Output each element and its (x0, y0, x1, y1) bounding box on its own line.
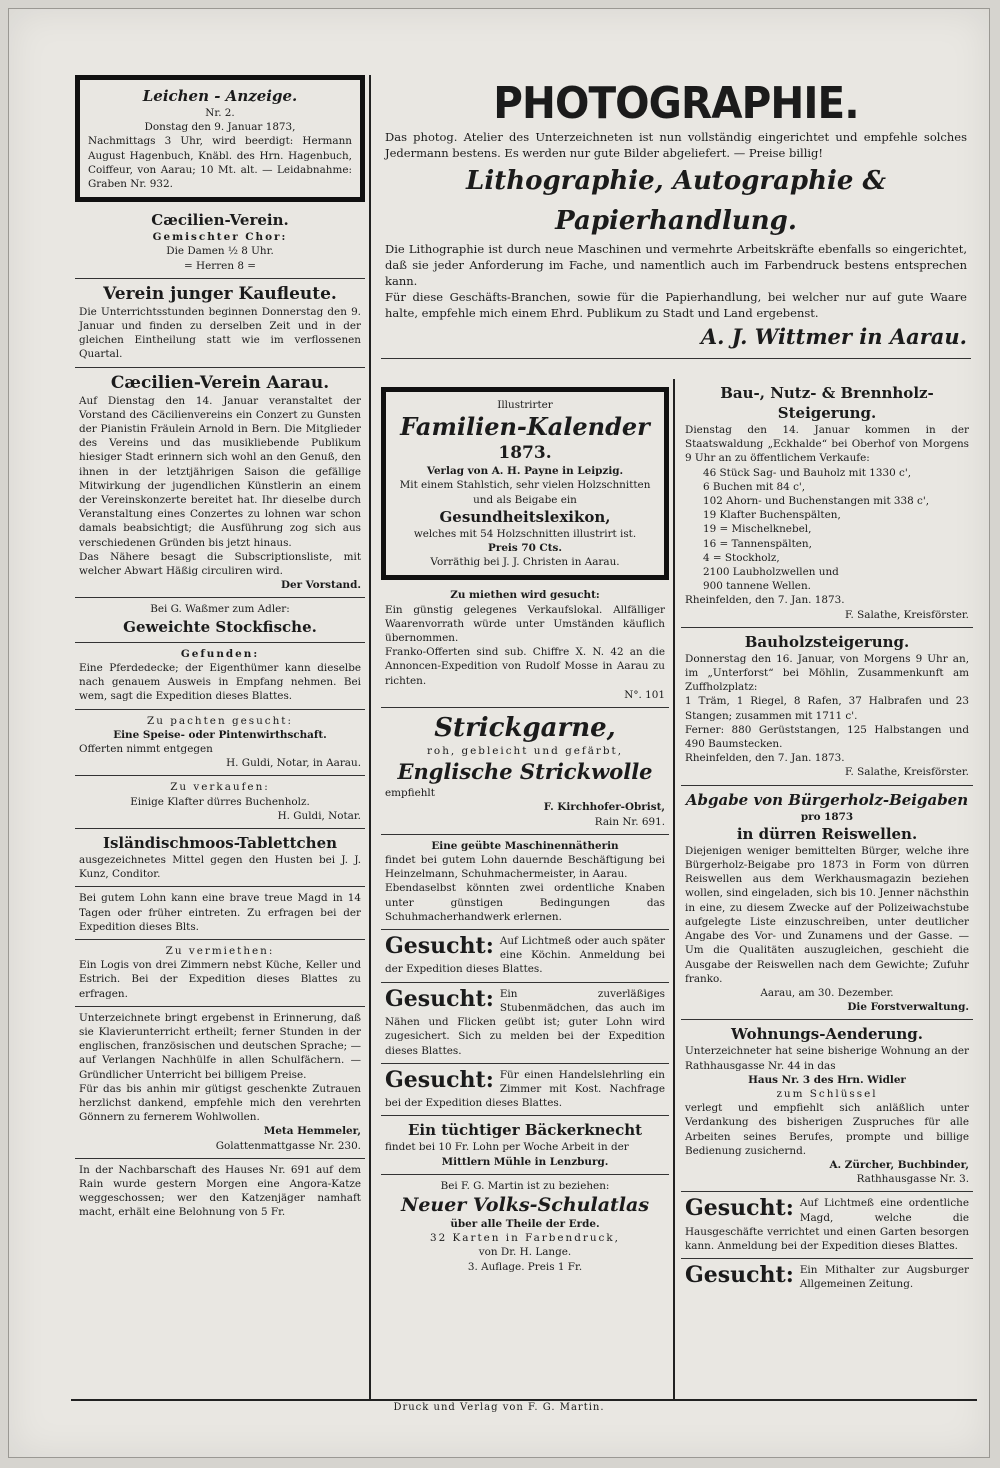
baecker-ad (381, 1116, 669, 1174)
ad-line: zum Schlüssel (776, 1087, 878, 1100)
ad-subtitle: roh, gebleicht und gefärbt, (426, 745, 624, 758)
photo-title: PHOTOGRAPHIE. (493, 78, 859, 129)
death-notice-number: Nr. 2. (205, 107, 235, 119)
ad-number: N°. 101 (624, 688, 665, 701)
naeherin-ad (381, 835, 669, 930)
ad-body: Ein Logis von drei Zimmern nebst Küche, Keller und Estrich. Bei der Expedition dieses Blattes zu erfragen. (79, 959, 361, 1000)
ad-line: Eine Speise- oder Pintenwirthschaft. (113, 728, 327, 741)
ad-title: Isländischmoos-Tablettchen (102, 833, 338, 852)
imprint: Druck und Verlag von F. G. Martin. (393, 1402, 605, 1413)
ad-line: von Dr. H. Lange. (478, 1246, 572, 1259)
ad-body: Das photog. Atelier des Unterzeichneten ist nun vollständig eingerichtet und empfehle solches Jedermann bestens. Es werden nur gute Bilder abgeliefert. — Preise billig! (385, 130, 967, 160)
middle-column (381, 387, 669, 1279)
ad-title: Eine geübte Maschinennätherin (431, 839, 619, 852)
ad-subtitle: pro 1873 (800, 810, 854, 823)
ad-body: Unterzeichneter hat seine bisherige Wohnung an der Rathhausgasse Nr. 44 in das (685, 1045, 969, 1072)
photo-ad-block (381, 75, 971, 359)
bottom-rule (71, 1399, 977, 1401)
ad-body: Ein günstig gelegenes Verkaufslokal. Allfälliger Waarenvorrath würde unter Umständen käuflich übernommen. (385, 603, 665, 645)
ad-line: Illustrirter (497, 399, 553, 411)
ad-title: Verein junger Kaufleute. (103, 283, 337, 304)
kaufleute-ad (75, 279, 365, 368)
ad-body: Bei gutem Lohn kann eine brave treue Magd in 14 Tagen oder früher eintreten. Zu erfragen bei der Expedition dieses Blts. (79, 892, 361, 933)
ad-title: Zu miethen wird gesucht: (450, 589, 600, 602)
ad-body: Ebendaselbst könnten zwei ordentliche Knaben unter günstigen Bedingungen das Schuhmacherhandwerk erlernen. (385, 882, 665, 923)
ad-body: Auf Dienstag den 14. Januar veranstaltet der Vorstand des Cäcilienvereins ein Conzert zu Gunsten der Pianistin Fräulein Arnold in Bern. Die Mitglieder des Vereins und das musikliebende Publikum hiesiger Stadt erinnern sich wohl an den Genuß, den ihnen in der letztjährigen Saison die gefällige Mitwirkung der jugendlichen Künstlerin an einem der Vereinskonzerte bereitet hat. Ihr dieselbe durch Veranstaltung eines Conzertes zu lohnen war schon damals beabsichtigt; die Ausführung zog sich aus verschiedenen Gründen bis jetzt hinaus. (79, 394, 361, 549)
gesucht-stubenmaedchen-ad (381, 983, 669, 1064)
gesucht-word: Gesucht: (385, 933, 494, 960)
gesucht-word: Gesucht: (385, 985, 494, 1012)
ad-address: Golattenmattgasse Nr. 230. (215, 1139, 361, 1152)
gesucht-zimmer-ad (381, 1064, 669, 1117)
islaendisch-ad (75, 829, 365, 887)
ad-body: Für einen Handelslehrling ein Zimmer mit Kost. Nachfrage bei der Expedition dieses Blattes. (385, 1068, 665, 1110)
photo-ad (381, 75, 971, 359)
ad-body: Donnerstag den 16. Januar, von Morgens 9 Uhr an, im „Unterforst“ bei Möhlin, Zusammenkunft am Zuffholzplatz: (685, 652, 969, 694)
ad-line: 3. Auflage. Preis 1 Fr. (467, 1260, 583, 1273)
pachten-ad (75, 710, 365, 777)
ad-signature: A. J. Wittmer in Aarau. (700, 324, 967, 349)
ad-body: Unterzeichnete bringt ergebenst in Erinnerung, daß sie Klavierunterricht ertheilt; ferner Stunden in der englischen, französischen und deutschen Sprache; — auf Verlangen Nachhülfe in allen Schulfächern. — Gründlicher Unterricht bei billigem Preise. (79, 1011, 361, 1081)
ad-line: = Herren 8 = (184, 259, 256, 272)
ad-signature: F. Salathe, Kreisförster. (844, 766, 969, 779)
ad-subtitle: Gemischter Chor: (152, 231, 288, 244)
list-item: 102 Ahorn- und Buchenstangen mit 338 c', (703, 495, 930, 508)
ad-title: Bau-, Nutz- & Brennholz-Steigerung. (720, 384, 934, 422)
wohnung-ad (681, 1020, 973, 1192)
katze-ad (75, 1159, 365, 1225)
ad-body: findet bei gutem Lohn dauernde Beschäftigung bei Heinzelmann, Schuhmachermeister, in Aarau. (385, 854, 665, 881)
ad-body: Für diese Geschäfts-Branchen, sowie für die Papierhandlung, bei welcher nur auf gute Waare halte, empfehle mich einem Ehrd. Publikum zu Stadt und Land ergebenst. (385, 290, 967, 320)
ad-body: Ein zuverläßiges Stubenmädchen, das auch im Nähen und Flicken geübt ist; guter Lohn wird zugesichert. Sich zu melden bei der Expedition dieses Blattes. (385, 987, 665, 1057)
ad-body: Auf Lichtmeß oder auch später eine Köchin. Anmeldung bei der Expedition dieses Blattes. (385, 935, 665, 976)
ad-signature: H. Guldi, Notar. (277, 809, 361, 822)
ad-signature: F. Kirchhofer-Obrist, (543, 801, 665, 814)
ad-subtitle: in dürren Reiswellen. (736, 824, 918, 843)
ad-title: Familien-Kalender (400, 412, 650, 442)
ad-line: empfiehlt (385, 787, 435, 800)
verkaufen-ad (75, 776, 365, 829)
ad-body: Franko-Offerten sind sub. Chiffre X. N. 42 an die Annoncen-Expedition von Rudolf Mosse in Aarau zu richten. (385, 646, 665, 687)
ad-body: Diejenigen weniger bemittelten Bürger, welche ihre Bürgerholz-Beigabe pro 1873 in Form von dürren Reiswellen aus dem Werkhausmagazin beziehen wollen, sind eingeladen, sich bis 10. Jenner nächsthin in eine, zu diesem Zwecke auf der Polizeiwachstube aufgelegte Liste einzuschreiben, unter deutlicher Angabe des Vor- und Zunamens und der Gasse. — Um die Qualitäten auszugleichen, geschieht die Ausgabe der Reiswellen nach dem Gewichte; Zufuhr franko. (685, 844, 969, 985)
wood-list (685, 466, 969, 594)
left-column (75, 75, 365, 1225)
ad-title: Gefunden: (180, 647, 260, 660)
ad-body: Das Nähere besagt die Subscriptionsliste, mit welcher Abwart Häßig circuliren wird. (79, 550, 361, 578)
list-item: 4 = Stockholz, (703, 551, 780, 564)
ad-body: verlegt und empfiehlt sich anläßlich unter Verdankung des bisherigen Zuspruches für alle Arbeiten seines Berufes, prompte und billige Bedienung zusichernd. (685, 1102, 969, 1157)
ad-line: Bei F. G. Martin ist zu beziehen: (440, 1179, 610, 1192)
vermiethen-ad (75, 940, 365, 1007)
death-notice-body: Nachmittags 3 Uhr, wird beerdigt: Hermann August Hagenbuch, Knäbl. des Hrn. Hagenbuch, Coiffeur, von Aarau; 10 Mt. alt. — Leidabnahme: Graben Nr. 932. (88, 135, 352, 191)
ad-address: Rain Nr. 691. (594, 815, 665, 828)
death-notice-date: Donstag den 9. Januar 1873, (144, 121, 296, 134)
ad-body: Eine Pferdedecke; der Eigenthümer kann dieselbe nach genauem Ausweis in Empfang nehmen. Bei wem, sagt die Expedition dieses Blattes. (79, 661, 361, 703)
ad-line: Bei G. Waßmer zum Adler: (150, 603, 290, 616)
ad-title: Ein tüchtiger Bäckerknecht (407, 1121, 643, 1140)
ad-subtitle: Gesundheitslexikon, (439, 507, 611, 526)
ad-body: ausgezeichnetes Mittel gegen den Husten bei J. J. Kunz, Conditor. (79, 853, 361, 881)
ad-line: Einige Klafter dürres Buchenholz. (130, 795, 310, 808)
caecilien-chor-ad (75, 206, 365, 279)
list-item: 16 = Tannenspälten, (703, 537, 812, 550)
ad-title: Zu verkaufen: (170, 781, 270, 794)
ad-signature: Der Vorstand. (280, 579, 361, 592)
right-column (681, 379, 973, 1297)
ad-title: Zu pachten gesucht: (147, 714, 293, 727)
magd-ad (75, 887, 365, 940)
gesucht-word: Gesucht: (685, 1195, 794, 1222)
ad-body: 1 Träm, 1 Riegel, 8 Rafen, 37 Halbrafen und 23 Stangen; zusammen mit 1711 c'. (685, 695, 969, 722)
ad-signature: Meta Hemmeler, (263, 1125, 361, 1138)
ad-body: Ferner: 880 Gerüststangen, 125 Halbstangen und 490 Baumstecken. (685, 723, 969, 751)
gesucht-magd-ad (681, 1192, 973, 1259)
ad-subtitle: über alle Theile der Erde. (450, 1217, 600, 1230)
gesucht-koechin-ad (381, 930, 669, 983)
list-item: 19 = Mischelknebel, (703, 523, 812, 536)
list-item: 6 Buchen mit 84 c', (703, 480, 806, 493)
ad-title: Cæcilien-Verein. (151, 211, 289, 230)
ad-title: Zu vermiethen: (165, 944, 275, 957)
death-notice (75, 75, 365, 202)
ad-title: Geweichte Stockfische. (123, 617, 317, 636)
strick-ad (381, 708, 669, 835)
ad-body: In der Nachbarschaft des Hauses Nr. 691 auf dem Rain wurde gestern Morgen eine Angora-Katze weggeschossen; wer den Katzenjäger namhaft macht, erhält eine Belohnung von 5 Fr. (79, 1163, 361, 1219)
ad-title: Neuer Volks-Schulatlas (400, 1193, 650, 1216)
list-item: 900 tannene Wellen. (703, 580, 811, 593)
ad-signature: H. Guldi, Notar, in Aarau. (226, 757, 361, 770)
miethen-ad (381, 584, 669, 708)
ad-body: findet bei 10 Fr. Lohn per Woche Arbeit in der (385, 1141, 629, 1154)
wassmer-ad (75, 598, 365, 642)
ad-line: 32 Karten in Farbendruck, (430, 1232, 620, 1245)
ad-body: Die Lithographie ist durch neue Maschinen und vermehrte Arbeitskräfte ebenfalls so eingerichtet, daß sie jeder Anforderung im Fache, und namentlich auch im Farbendruck bestens entsprechen kann. (385, 242, 967, 288)
ad-signature: Die Forstverwaltung. (847, 1001, 969, 1014)
ad-title: Wohnungs-Aenderung. (731, 1025, 923, 1044)
caecilien-aarau-ad (75, 368, 365, 599)
column-rule (369, 75, 371, 1401)
ad-line: Die Damen ½ 8 Uhr. (166, 245, 274, 258)
ad-date: Rheinfelden, den 7. Jan. 1873. (685, 594, 845, 607)
ad-address: Rathhausgasse Nr. 3. (856, 1173, 969, 1186)
ad-date: Rheinfelden, den 7. Jan. 1873. (685, 752, 845, 765)
gefunden-ad (75, 643, 365, 710)
list-item: 19 Klafter Buchenspälten, (703, 509, 841, 522)
ad-title: Bauholzsteigerung. (744, 632, 910, 651)
death-notice-title: Leichen - Anzeige. (142, 87, 298, 105)
list-item: 46 Stück Sag- und Bauholz mit 1330 c', (703, 466, 911, 479)
ad-signature: Mittlern Mühle in Lenzburg. (441, 1155, 609, 1168)
bau-steigerung-ad (681, 379, 973, 628)
ad-date: Aarau, am 30. Dezember. (760, 986, 894, 999)
bauholz-ad (681, 628, 973, 786)
column-rule (673, 379, 675, 1401)
kalender-ad (381, 387, 669, 580)
ad-price: Preis 70 Cts. (488, 542, 562, 555)
ad-line: Verlag von A. H. Payne in Leipzig. (426, 465, 624, 478)
ad-year: 1873. (498, 443, 552, 464)
ad-signature: A. Zürcher, Buchbinder, (829, 1158, 969, 1171)
ad-body: Mit einem Stahlstich, sehr vielen Holzschnitten und als Beigabe ein (399, 479, 651, 506)
atlas-ad (381, 1175, 669, 1279)
list-item: 2100 Laubholzwellen und (703, 566, 839, 579)
ad-title: Abgabe von Bürgerholz-Beigaben (685, 790, 969, 809)
ad-title: Englische Strickwolle (397, 759, 653, 785)
ad-body: Für das bis anhin mir gütigst geschenkte Zutrauen herzlichst dankend, empfehle mich den verehrten Gönnern zu fernerem Wohlwollen. (79, 1082, 361, 1124)
ad-body: Die Unterrichtsstunden beginnen Donnerstag den 9. Januar und finden zu derselben Zeit und in der gleichen Eintheilung statt wie im verflossenen Quartal. (79, 305, 361, 361)
ad-body: welches mit 54 Holzschnitten illustrirt ist. (413, 527, 637, 540)
ad-line: Offerten nimmt entgegen (79, 742, 213, 755)
buergerholz-ad (681, 786, 973, 1021)
gesucht-word: Gesucht: (385, 1066, 494, 1093)
ad-signature: F. Salathe, Kreisförster. (844, 608, 969, 621)
ad-title: Strickgarne, (434, 713, 616, 744)
ad-body: Ein Mithalter zur Augsburger Allgemeinen Zeitung. (799, 1264, 969, 1291)
ad-body: Auf Lichtmeß eine ordentliche Magd, welche die Hausgeschäfte verrichtet und einen Garten besorgen kann. Anmeldung bei der Expedition dieses Blattes. (685, 1197, 969, 1252)
hemmeler-ad (75, 1007, 365, 1159)
ad-title: Cæcilien-Verein Aarau. (110, 372, 330, 393)
litho-title: Lithographie, Autographie & Papierhandlung. (466, 166, 886, 236)
ad-line: Vorräthig bei J. J. Christen in Aarau. (430, 556, 620, 569)
gesucht-mithalter-ad (681, 1259, 973, 1296)
newspaper-page (8, 8, 990, 1458)
gesucht-word: Gesucht: (685, 1262, 794, 1289)
ad-body: Dienstag den 14. Januar kommen in der Staatswaldung „Eckhalde“ bei Oberhof von Morgens 9 Uhr an zu öffentlichem Verkaufe: (685, 424, 969, 465)
ad-line: Haus Nr. 3 des Hrn. Widler (748, 1073, 906, 1086)
